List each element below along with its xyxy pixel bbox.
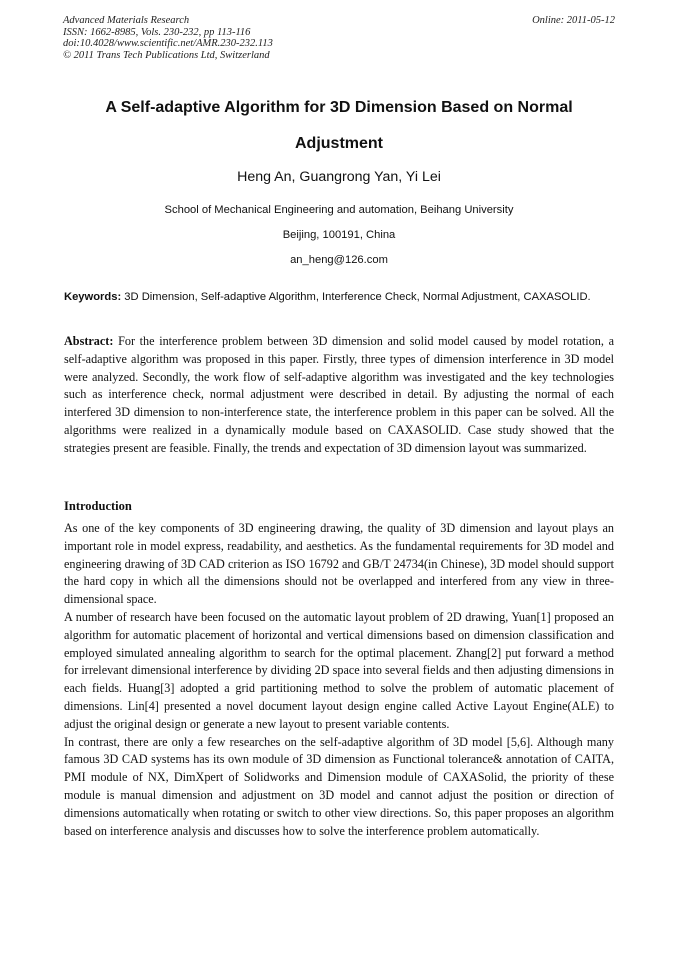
issn-line: ISSN: 1662-8985, Vols. 230-232, pp 113-116 [63,26,251,38]
journal-name: Advanced Materials Research [63,15,190,26]
intro-paragraph-2: A number of research have been focused on the automatic layout problem of 2D drawing, Yuan[1] proposed an algorithm for automatic placement of horizontal and vertical dimensions based on dimension classification and employed simulated annealing algorithm to search for the optimal placement. Zhang[2] put forward a method for irrelevant dimensional interference by dividing 2D space into several fields and then adjusting dimensions in each fields. Huang[3] adopted a grid partitioning method to solve the problem of automatic placement of dimensions. Lin[4] presented a novel document layout design engine called Active Layout Engine(ALE) to adjust the original design or generate a new layout to present variable contents. [64,609,614,731]
journal-header [63,15,615,61]
keywords-label: Keywords: [64,291,122,303]
intro-paragraph-1: As one of the key components of 3D engineering drawing, the quality of 3D dimension and layout plays an important role in model express, readability, and aesthetics. As the fundamental requirements for 3D model and engineering drawing of 3D CAD criterion as ISO 16792 and GB/T 24734(in Chinese), 3D model should support the hard copy in which all the dimensions should not be overlapped and interfered from any view in three-dimensional space. [64,521,614,607]
title-line-1: A Self-adaptive Algorithm for 3D Dimension Based on Normal [105,99,573,116]
abstract-text: For the interference problem between 3D dimension and solid model caused by model rotation, a self-adaptive algorithm was proposed in this paper. Firstly, three types of dimension interference in 3D model were analyzed. Secondly, the work flow of self-adaptive algorithm was investigated and the key technologies such as interference check, normal adjustment were described in detail. By adjusting the normal of each interfered 3D dimension to non-interference state, the interference problem in this paper can be solved. All the algorithms were realized in a dynamically module based on CAXASOLID. Case study showed that the strategies present are feasible. Finally, the trends and expectation of 3D dimension layout was summarized. [64,334,614,455]
abstract-label: Abstract: [64,334,114,348]
paper-title [64,90,614,162]
affiliation: School of Mechanical Engineering and automation, Beihang University [164,204,514,216]
keywords-text: 3D Dimension, Self-adaptive Algorithm, Interference Check, Normal Adjustment, CAXASOLID. [121,291,591,303]
introduction-body [64,520,614,840]
intro-paragraph-3: In contrast, there are only a few researches on the self-adaptive algorithm of 3D model [5,6]. Although many famous 3D CAD systems has its own module of 3D dimension as Functional tolerance& annotation of CAITA, PMI module of NX, DimXpert of Solidworks and Dimension module of CAXASolid, the priority of these module is manual dimension and adjustment on 3D model and cannot adjust the position or direction of dimensions automatically when rotating or switch to other view directions. So, this paper proposes an algorithm based on interference analysis and discusses how to solve the interference problem automatically. [64,734,614,838]
address: Beijing, 100191, China [282,229,396,241]
title-line-2: Adjustment [295,135,383,152]
keywords-block [64,289,614,307]
email: an_heng@126.com [290,254,388,266]
authors: Heng An, Guangrong Yan, Yi Lei [237,169,441,185]
doi-line: doi:10.4028/www.scientific.net/AMR.230-232.113 [63,38,273,50]
abstract-block [64,333,614,458]
online-date: Online: 2011-05-12 [532,15,615,26]
copyright-line: © 2011 Trans Tech Publications Ltd, Switzerland [63,49,270,61]
introduction-heading: Introduction [64,499,132,513]
